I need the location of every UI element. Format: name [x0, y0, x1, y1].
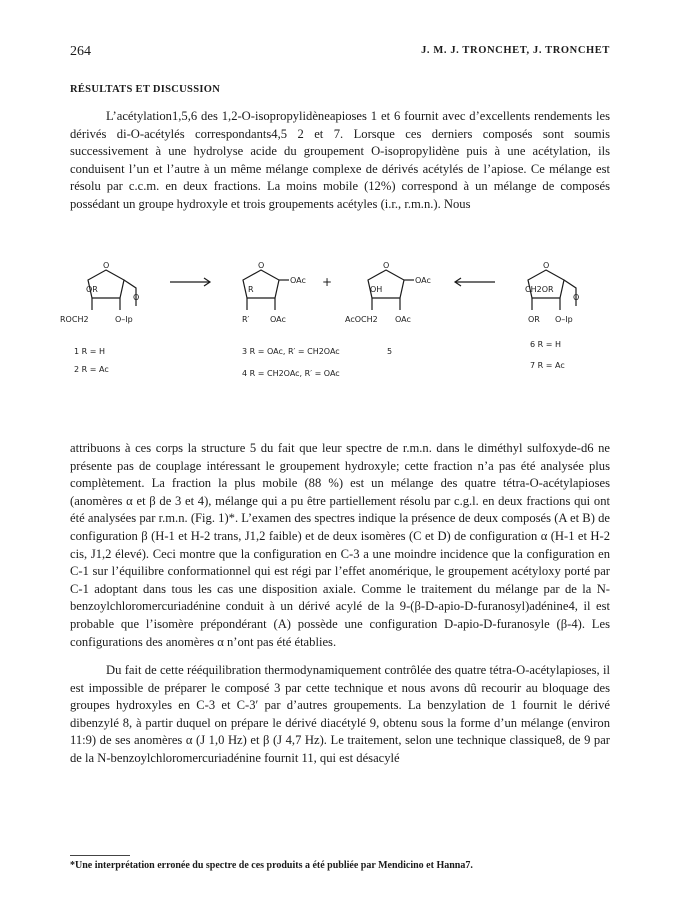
- paragraph-2: attribuons à ces corps la structure 5 du fait que leur spectre de r.m.n. dans le diméthyl sulfoxyde-d6 ne présente pas de couplage intéressant le groupement hydroxyle; cette fraction n’a pas été analysée plus complètement. La fraction la plus mobile (88 %) est un mélange des quatre tétra-O-acétylapioses (anomères α et β de 3 et 4), mélange qui a pu être partiellement résolu par c.g.l. en deux fractions qui ont été analysées par r.m.n. (Fig. 1)*. L’examen des spectres indique la présence de deux composés (A et B) de configuration β (H-1 et H-2 trans, J1,2 faible) et de deux isomères (C et D) de configuration α (H-1 et H-2 cis, J1,2 élevé). Ceci montre que la configuration en C-3 a une moindre incidence que la configuration en C-1 sur l’équilibre conformationnel qui est régi par l’effet anomérique, le groupement acétyloxy porté par C-1 adoptant dans tous les cas une disposition axiale. Comme le traitement du mélange par de la N-benzoylchloromercuriadénine conduit à un dérivé acylé de la 9-(β-D-apio-D-furanosyl)adénine4, il est probable que l’isomère prépondérant (A) possède une configuration D-apio-D-furanosyle (β-4). Les configurations des anomères α n’ont pas été établies.: [70, 441, 610, 649]
- substituent-or-2: OR: [528, 315, 540, 324]
- ring-oxygen-2: O: [258, 261, 265, 270]
- page-header: [70, 44, 610, 60]
- ring-oxygen-4: O: [543, 261, 550, 270]
- reaction-scheme: [60, 250, 620, 428]
- substituent-oac-2: OAc: [270, 315, 286, 324]
- running-head: J. M. J. TRONCHET, J. TRONCHET: [421, 45, 610, 56]
- substituent-acoch2: AcOCH2: [345, 315, 378, 324]
- substituent-oac-3: OAc: [415, 276, 431, 285]
- substituent-oac-4: OAc: [395, 315, 411, 324]
- compound-label-6: 6 R = H: [530, 340, 561, 349]
- reaction-arrow-left: [455, 278, 495, 286]
- footnote-divider: [70, 855, 130, 856]
- substituent-or: OR: [86, 285, 98, 294]
- substituent-o-2: O: [573, 293, 580, 302]
- substituent-o: O: [133, 293, 140, 302]
- compound-label-4: 4 R = CH2OAc, R′ = OAc: [242, 369, 340, 378]
- substituent-ch2or: CH2OR: [525, 285, 554, 294]
- ring-oxygen-3: O: [383, 261, 390, 270]
- substituent-r: R: [248, 285, 254, 294]
- compound-label-2: 2 R = Ac: [74, 365, 109, 374]
- section-title: RÉSULTATS ET DISCUSSION: [70, 84, 221, 95]
- ring-oxygen-1: O: [103, 261, 110, 270]
- substituent-oip: O–Ip: [115, 315, 133, 324]
- paragraph-3: Du fait de cette rééquilibration thermodynamiquement contrôlée des quatre tétra-O-acétylapioses, il est impossible de préparer le composé 3 par cette technique et nous avons dû recourir au bloquage des groupes hydroxyles en C-3 et C-3′ par d’autres groupements. La benzylation de 1 fournit le dérivé dibenzylé 8, à partir duquel on prépare le dérivé diacétylé 9, obtenu sous la forme d’un mélange (environ 11:9) de ses anomères α (J 1,0 Hz) et β (J 4,7 Hz). Le traitement, selon une technique classique8, de 9 par de la N-benzoylchloromercuriadénine fournit 11, qui est désacylé: [70, 663, 610, 765]
- plus-sign: +: [322, 275, 333, 289]
- footnote: *Une interprétation erronée du spectre de ces produits a été publiée par Mendicino et Hanna7.: [70, 860, 473, 871]
- substituent-oac: OAc: [290, 276, 306, 285]
- compound-label-3: 3 R = OAc, R′ = CH2OAc: [242, 347, 340, 356]
- substituent-oip-2: O–Ip: [555, 315, 573, 324]
- paragraph-1: L’acétylation1,5,6 des 1,2-O-isopropylidèneapioses 1 et 6 fournit avec d’excellents rendements les dérivés di-O-acétylés correspondants4,5 2 et 7. Lorsque ces derniers composés sont soumis successivement à une hydrolyse acide du groupement O-isopropylidène puis à une acétylation, ils conduisent l’un et l’autre à un même mélange complexe de dérivés acétylés de l’apiose. Ce mélange est résolu par c.c.m. en deux fractions. La moins mobile (12%) correspond à un mélange de composés possédant un groupe hydroxyle et trois groupements acétyles (i.r., r.m.n.). Nous: [70, 109, 610, 211]
- reaction-arrow-right: [170, 278, 210, 286]
- page-number: 264: [70, 44, 91, 59]
- compound-label-5: 5: [387, 347, 393, 356]
- substituent-rprime: R′: [242, 315, 250, 324]
- substituent-oh: OH: [370, 285, 383, 294]
- substituent-roch2: ROCH2: [60, 315, 89, 324]
- compound-label-7: 7 R = Ac: [530, 361, 565, 370]
- compound-label-1: 1 R = H: [74, 347, 105, 356]
